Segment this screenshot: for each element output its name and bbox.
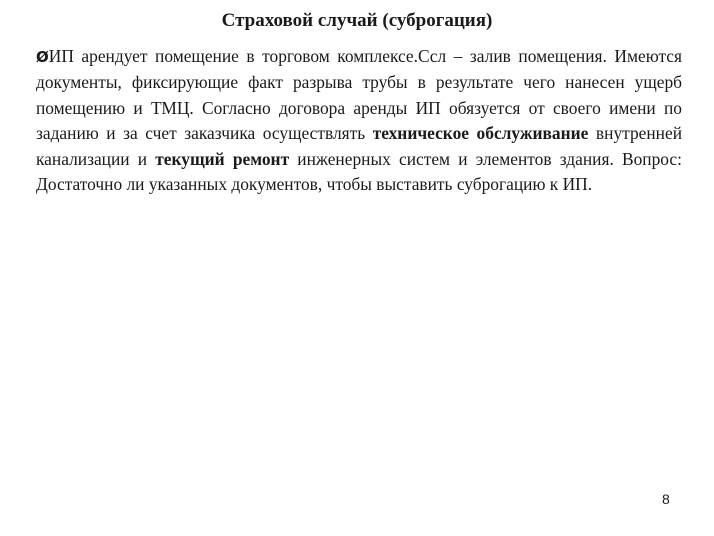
paragraph-bold-repair: текущий ремонт: [155, 148, 290, 169]
slide-title: Страховой случай (суброгация): [221, 10, 493, 31]
bullet-paragraph: [36, 44, 682, 197]
paragraph-text-part-1: ИП арендует помещение в торговом комплексе.Ссл – залив помещения. Имеются документы, фиксирующие факт разрыва трубы в результате чего нанесен ущерб помещению и ТМЦ. Согласно договора аренды ИП обязуется от своего имени по заданию и за счет заказчика осуществлять: [36, 46, 682, 144]
paragraph-bold-maintenance: техническое обслуживание: [372, 123, 589, 144]
page-number: 8: [662, 491, 670, 507]
paragraph-text-part-2: внутренней канализации и: [36, 123, 682, 169]
paragraph-text-part-3: инженерных систем и элементов здания. Вопрос: Достаточно ли указанных документов, чтобы выставить суброгацию к ИП.: [36, 148, 682, 195]
bullet-arrow-icon: Ø: [36, 48, 49, 66]
